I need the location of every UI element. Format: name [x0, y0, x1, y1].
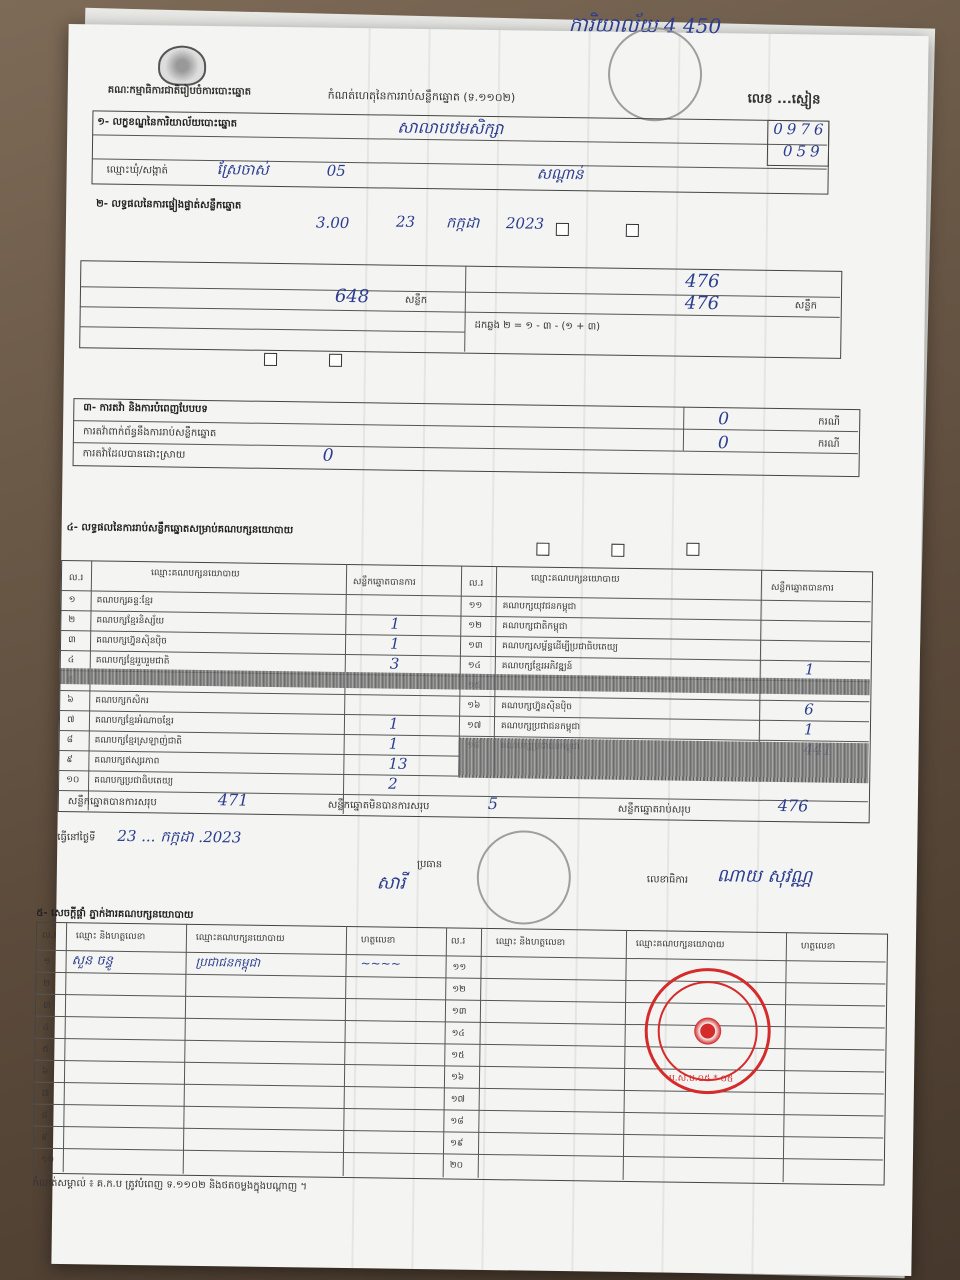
total-valid: 471: [217, 790, 249, 810]
col-votes: សន្លឹកឆ្នោតបានការ: [352, 577, 416, 588]
col-no: ល.រ: [68, 573, 84, 584]
party-row-name: គណបក្សខ្មែររួបរួមជាតិ: [95, 655, 170, 667]
party-row-name: គណបក្សឆន្ទៈខ្មែរ: [96, 595, 154, 607]
section2-table: [79, 260, 842, 359]
party-row-no: ៧: [66, 715, 75, 726]
section1-title: ១- លក្ខខណ្ឌនៃការិយាល័យបោះឆ្នោត: [97, 116, 238, 130]
agent-row-no: ២: [43, 978, 51, 989]
station-no-2: 059: [782, 142, 824, 161]
agent-col-sign: ហត្ថលេខា: [360, 935, 396, 946]
resolved-value: 0: [322, 445, 334, 466]
party-row-no: ១២: [468, 620, 483, 631]
party-row-name: គណបក្សជាតិកម្ពុជា: [502, 621, 568, 633]
ballots-used: 476: [685, 270, 720, 293]
footnote: កំណត់សម្គាល់ ៖ គ.ក.ប ត្រូវបំពេញ ទ.១១០២ និងថតចម្លងក្នុងបណ្ដាញ ។: [32, 1177, 308, 1193]
party-row-no: ១៤: [467, 660, 482, 671]
case-unit-2: ករណី: [817, 438, 840, 450]
agent-col-no-2: ល.រ: [450, 936, 466, 947]
checkbox-a: [556, 223, 569, 236]
party-row-name: គណបក្សប្រជាធិបតេយ្យ: [94, 775, 174, 787]
formula: ដកឆ្លង ២ = ១ - ៣ - (១ + ៣): [474, 319, 601, 333]
col-party: ឈ្មោះគណបក្សនយោបាយ: [150, 568, 240, 580]
date-month: កក្កដា: [445, 213, 480, 232]
gray-stamp-2: [476, 830, 571, 925]
village-no: 05: [326, 161, 346, 180]
agent-row-no: ៦: [41, 1066, 49, 1077]
chair-label: ប្រធាន: [416, 859, 443, 871]
form-code: លេខ ...ស្មៀន: [747, 91, 821, 108]
party-row-name: គណបក្សយុវជនកម្ពុជា: [502, 601, 577, 613]
party-row-no: ១១: [468, 600, 483, 611]
party-row-votes: 1: [804, 660, 815, 679]
checkbox-b: [626, 224, 639, 237]
agent-row-no: ១៧: [450, 1094, 465, 1105]
complaints-label: ការតវ៉ាពាក់ព័ន្ធនឹងការរាប់សន្លឹកឆ្នោត: [82, 426, 217, 440]
agent-row-no: ១៥: [451, 1050, 465, 1061]
party-row-name: គណបក្សឥស្សរភាព: [94, 755, 160, 767]
party-row-no: ១៧: [466, 720, 482, 731]
checkbox-g: [686, 543, 699, 556]
total-valid-label: សន្លឹកឆ្នោតបានការសរុប: [67, 796, 157, 809]
agent-row-no: ១៣: [451, 1006, 467, 1017]
agent-row-no: ២០: [449, 1160, 464, 1171]
party-row-name: គណបក្សប្រជាជនកម្ពុជា: [500, 721, 581, 733]
section3-title: ៣- ការតវ៉ា និងការបំពេញបែបបទ: [83, 402, 208, 416]
agency-name: គណៈកម្មាធិការជាតិរៀបចំការបោះឆ្នោត: [107, 84, 252, 98]
district-value: សណ្ដាន់: [536, 164, 584, 184]
received-unit: សន្លឹក: [404, 294, 428, 307]
party-row-no: ៨: [66, 735, 74, 746]
agent-row-no: ៧: [41, 1088, 50, 1099]
party-row-name: គណបក្សកសិករ: [95, 695, 149, 707]
party-row-votes: 1: [803, 720, 814, 739]
unresolved-value: 0: [717, 433, 729, 454]
time-value: 3.00: [315, 213, 350, 232]
party-row-no: ១: [68, 595, 76, 606]
agent-col-no: ល.រ: [41, 930, 57, 941]
agent-sign: ~~~~: [360, 956, 401, 971]
agent-party: ប្រជាជនកម្ពុជា: [195, 954, 261, 970]
checkbox-f: [611, 544, 624, 557]
date-day: 23: [395, 212, 416, 231]
made-at-label: ធ្វើនៅថ្ងៃទី: [57, 831, 96, 844]
agent-row-no: ៤: [42, 1022, 50, 1033]
station-name: សាលាបឋមសិក្សា: [397, 117, 504, 139]
party-row-no: ១០: [66, 775, 80, 786]
secretary-label: លេខាធិការ: [646, 874, 689, 886]
section5-title: ៥- សេចក្ដីផ្ដាំ ភ្នាក់ងារគណបក្សនយោបាយ: [36, 907, 194, 921]
case-unit-1: ករណី: [818, 416, 841, 428]
agent-row-no: ៥: [42, 1044, 49, 1055]
checkbox-e: [536, 543, 549, 556]
party-row-no: ៩: [66, 755, 73, 766]
stamp-emblem-icon: [690, 1014, 724, 1048]
ballots-counted: 476: [684, 292, 720, 315]
agent-row-no: ១១: [452, 962, 467, 973]
handwritten-top-note: ការិយាល័យ 4 450: [568, 12, 722, 39]
party-row-no: ១៣: [467, 640, 483, 651]
checkbox-c: [264, 353, 277, 366]
party-row-no: ៦: [67, 695, 74, 706]
agent-name-signature: សួន ចន្ធូ: [71, 953, 114, 969]
agent-row-no: ១៩: [450, 1138, 464, 1149]
party-row-name: គណបក្សហ្វ៊ុនស៊ិនប៉ិច: [96, 635, 167, 647]
agent-row-no: ១៤: [451, 1028, 465, 1039]
agent-col-sign-2: ហត្ថលេខា: [800, 941, 836, 952]
agent-row-no: ៣: [42, 1000, 51, 1011]
received-ballots: 648: [334, 285, 370, 308]
checkbox-d: [329, 354, 342, 367]
secretary-signature: ណាយ សុវណ្ណ: [716, 865, 813, 888]
commune-label: ឈ្មោះឃុំ/សង្កាត់: [106, 164, 168, 177]
party-row-votes: 6: [804, 700, 814, 719]
complaints-value: 0: [718, 409, 730, 430]
party-row-no: ៤: [67, 655, 75, 666]
party-row-name: គណបក្សខ្មែរនិស្ស័យ: [96, 615, 165, 627]
party-row-name: គណបក្សខ្មែរអំណាចខ្មែរ: [94, 715, 174, 727]
party-row-name: គណបក្សខ្មែរស្រឡាញ់ជាតិ: [94, 735, 183, 747]
party-row-votes: 3: [389, 654, 400, 673]
agent-col-party-2: ឈ្មោះគណបក្សនយោបាយ: [635, 939, 725, 951]
col-party-2: ឈ្មោះគណបក្សនយោបាយ: [530, 573, 620, 585]
invalid-label: សន្លឹកឆ្នោតមិនបានការសរុប: [327, 799, 430, 813]
agent-row-no: ៨: [41, 1110, 48, 1121]
made-at-date: 23 ... កក្កដា .2023: [117, 826, 242, 847]
agent-col-name: ឈ្មោះ និងហត្ថលេខា: [75, 931, 146, 943]
ballot-count-form: [32, 12, 928, 1276]
party-row-no: ២: [68, 615, 76, 626]
party-row-votes: 13: [388, 754, 408, 773]
party-row-name: គណបក្សខ្មែរអភិវឌ្ឍន៍: [501, 661, 573, 673]
emblem-icon: [158, 45, 207, 86]
counted-unit: សន្លឹក: [794, 300, 818, 312]
party-row-votes: 1: [389, 634, 400, 653]
form-title: កំណត់ហេតុនៃការរាប់សន្លឹកឆ្នោត (ទ.១១០២): [327, 88, 516, 105]
party-row-no: ១៦: [467, 700, 481, 711]
party-row-no: ៣: [68, 635, 76, 646]
party-row-votes: 1: [388, 734, 399, 753]
col-votes-2: សន្លឹកឆ្នោតបានការ: [770, 582, 834, 594]
party-row-votes: 1: [390, 614, 401, 633]
col-no-2: ល.រ: [468, 578, 484, 589]
agent-col-name-2: ឈ្មោះ និងហត្ថលេខា: [495, 937, 566, 949]
gray-stamp: [607, 27, 702, 122]
agent-row-no: ១: [43, 956, 51, 967]
date-year: 2023: [505, 214, 545, 233]
striped-block: [458, 738, 869, 784]
chair-signature: សារី: [376, 872, 406, 894]
agent-row-no: ១០: [40, 1154, 55, 1165]
agent-row-no: ១៦: [450, 1072, 465, 1083]
resolved-label: ការតវ៉ាដែលបានដោះស្រាយ: [82, 448, 186, 461]
section2-title: ២- លទ្ធផលនៃការផ្ទៀងផ្ទាត់សន្លឹកឆ្នោត: [96, 198, 242, 212]
party-row-votes: 2: [387, 774, 398, 793]
invalid-count: 5: [487, 793, 499, 814]
stamp-code: ប.ស.ប.០៥ * ០៥: [668, 1073, 734, 1085]
section4-title: ៤- លទ្ធផលនៃការរាប់សន្លឹកឆ្នោតសម្រាប់គណបក្សនយោបាយ: [66, 522, 294, 537]
party-row-name: គណបក្សហ្វ៊ុនស៊ិនប៉ិច: [501, 701, 573, 713]
total-count: 476: [777, 796, 809, 816]
party-row-votes: 1: [388, 714, 399, 733]
total-label: សន្លឹកឆ្នោតរាប់សរុប: [617, 803, 691, 816]
agent-col-party: ឈ្មោះគណបក្សនយោបាយ: [195, 932, 285, 945]
agent-row-no: ១២: [452, 984, 466, 995]
station-no: 0976: [773, 119, 828, 139]
agent-row-no: ៩: [41, 1132, 48, 1143]
agent-row-no: ១៨: [450, 1116, 464, 1127]
commune-value: ស្រែចាស់: [216, 160, 269, 179]
party-row-name: គណបក្សសម្ព័ន្ធដើម្បីប្រជាធិបតេយ្យ: [501, 641, 619, 653]
